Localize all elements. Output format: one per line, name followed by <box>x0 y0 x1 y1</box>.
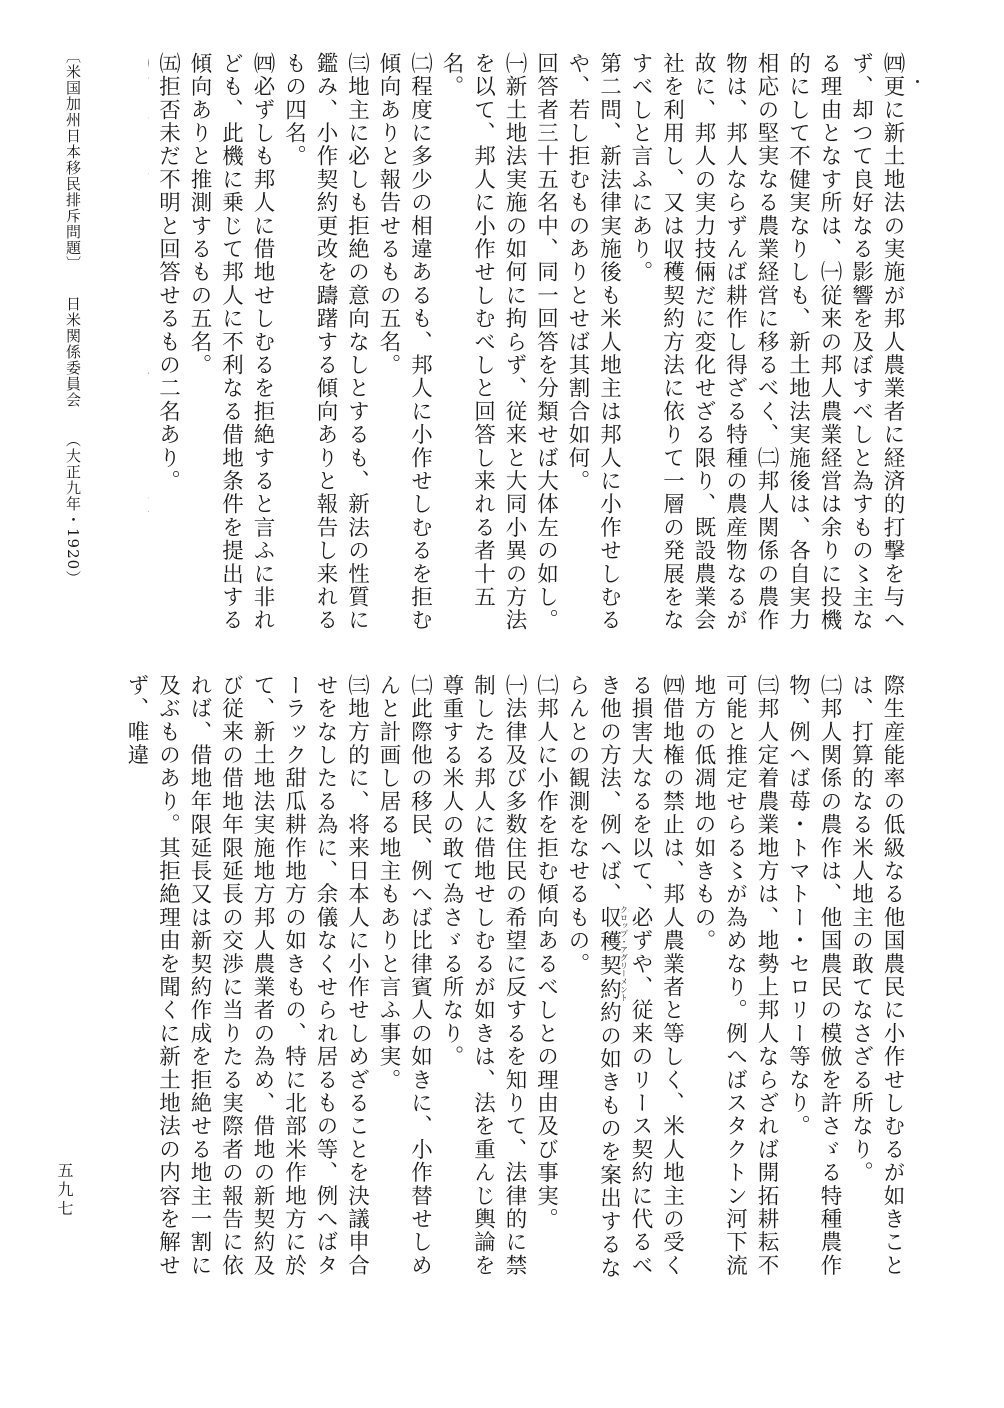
reason-item-4 <box>562 674 688 1294</box>
answer-item-3 <box>278 52 373 632</box>
reason-item-2 <box>782 674 845 1294</box>
text-run: ㈡邦人に小作を拒む傾向あるべしとの理由及び事実。 <box>533 674 559 1231</box>
text-run: ㈠新土地法実施の如何に拘らず、従来と大同小異の方法を以て、邦人に小作せしむべしと回答し来れる者十五名。 <box>439 52 527 632</box>
answer-item-4 <box>184 52 279 632</box>
text-run: ㈡此際他の移民、例へば比律賓人の如きに、小作替せしめんと計画し居る地主もありと言ふ事実。 <box>376 674 433 1278</box>
lower-text-block <box>108 674 908 1294</box>
publication-date: （大正九年・1920） <box>64 432 82 587</box>
answer-summary <box>530 52 562 632</box>
text-run: 第二問、新法律実施後も米人地主は邦人に小作せしむるや、若し拒むものありとせば其割合如何。 <box>565 52 622 632</box>
text-run: ㈣必ずしも邦人に借地せしむるを拒絶すると言ふに非れども、此機に乗じて邦人に不利なる借地条件を提出する傾向ありと推測するもの五名。 <box>187 52 275 632</box>
text-run: ㈢地主に必しも拒絶の意向なしとするも、新法の性質に鑑み、小作契約更改を躊躇する傾向ありと報告し来れるもの四名。 <box>281 52 370 632</box>
answer-item-5 <box>152 52 184 632</box>
text-run: ㈢邦人定着農業地方は、地勢上邦人ならざれば開拓耕耘不可能と推定せらる〻が為めなり。例へばスタクトン河下流地方の低凋地の如きもの。 <box>691 674 779 1278</box>
page-number: 五九七 <box>55 1162 74 1219</box>
crop-agreement-ruby <box>596 905 629 1002</box>
text-run: 回答者三十五名中、同一回答を分類せば大体左の如し。 <box>533 52 559 632</box>
refusal-heading <box>530 674 562 1294</box>
question-2 <box>562 52 625 632</box>
text-run: ㈣更に新土地法の実施が邦人農業者に経済的打撃を与へず、却つて良好なる影響を及ぼすべしと為すもの〻主なる理由となす所は、㈠従来の邦人農業経営は余りに投機的にして不健実なりしも、新土地法実施後は、各自実力相応の堅実なる農業経営に移るべく、㈡邦人関係の農作物は、邦人ならずんば耕作し得ざる特種の農産物なるが故に、邦人の実力技倆だに変化せざる限り、既設農業会社を利用し、又は収穫契約方法に依りて一層の発展をなすべしと言ふにあり。 <box>628 52 905 632</box>
reason-item-3 <box>688 674 783 1294</box>
text-run: ㈢地方的に、将来日本人に小作せしめざることを決議申合せをなしたる為に、余儀なくせられ居るもの等、例へばターラック甜瓜耕作地方の如きもの、特に北部米作地方に於て、新土地法実施地方邦人農業者の為め、借地の新契約及び従来の借地年限延長の交渉に当りたる実際者の報告に依れば、借地年限延長又は新契約作成を拒絶せる地主一割に及ぶものあり。其拒絶理由を聞くに新土地法の内容を解せず、唯違 <box>124 674 370 1278</box>
upper-text-block <box>148 52 908 632</box>
refusal-item-3 <box>121 674 373 1294</box>
text-run: ㈤拒否未だ不明と回答せるもの二名あり。 <box>155 52 181 493</box>
text-run: 際生産能率の低級なる他国農民に小作せしむるが如きことは、打算的なる米人地主の敢てなさざる所なり。 <box>848 674 905 1278</box>
book-title: 〔米国加州日本移民排斥問題〕 <box>64 48 82 272</box>
ruby-base: 収穫契約 <box>596 905 622 1002</box>
author-name: 日米関係委員会 <box>64 296 82 408</box>
reason-heading <box>148 52 152 632</box>
text-run: ㈡程度に多少の相違あるも、邦人に小作せしむるを拒む傾向ありと報告せるもの五名。 <box>376 52 433 632</box>
running-header <box>60 48 84 638</box>
answer-item-1 <box>436 52 531 632</box>
paragraph-4-reasons <box>625 52 909 632</box>
reason-item-1-cont <box>845 674 908 1294</box>
ruby-reading: クロップ・アグリーメント <box>619 905 629 1002</box>
text-run: 約の如きものを案出するならんとの観測をなせるもの。 <box>565 674 622 1280</box>
text-run <box>148 52 149 609</box>
refusal-item-2 <box>373 674 436 1294</box>
text-run: ㈠法律及び多数住民の希望に反するを知りて、法律的に禁制したる邦人に借地せしむるが如きは、法を重んじ輿論を尊重する米人の敢て為さゞる所なり。 <box>439 674 527 1278</box>
answer-item-2 <box>373 52 436 632</box>
print-speck <box>916 80 919 83</box>
text-run: ㈡邦人関係の農作は、他国農民の模倣を許さゞる特種農作物、例へば苺・トマトー・セロリー等なり。 <box>785 674 842 1278</box>
refusal-item-1 <box>436 674 531 1294</box>
text-run: ㈣借地権の禁止は、邦人農業者と等しく、米人地主の受くる損害大なるを以て、必ずや、従来のリース契約に代るべき他の方法、例へば、 <box>596 674 685 1278</box>
